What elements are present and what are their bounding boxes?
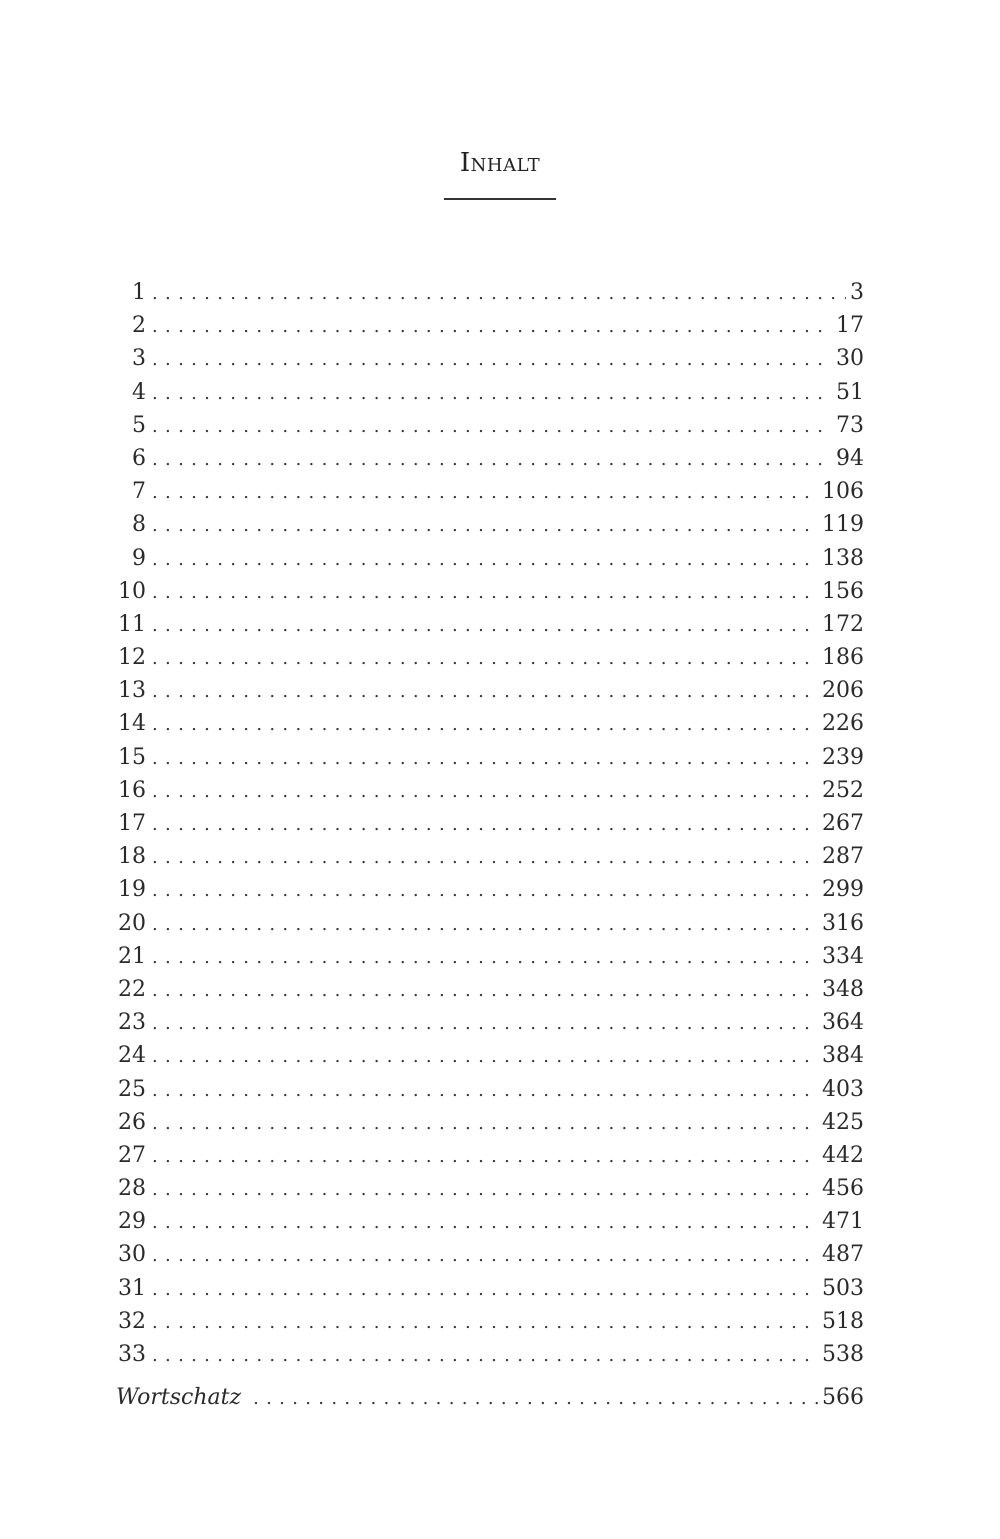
toc-dot-leader [152,310,832,343]
toc-entry [116,1172,864,1205]
toc-entry-page: 17 [836,313,864,339]
toc-entry-label: 9 [132,545,146,571]
toc-entry [116,674,864,707]
toc-entry-label: 22 [118,976,146,1002]
title-underline [444,198,556,200]
toc-entry-page: 487 [822,1242,864,1268]
toc-entry-label: 24 [118,1043,146,1069]
table-of-contents [116,276,864,1414]
toc-entry-page: 186 [822,645,864,671]
toc-dot-leader [152,1206,818,1239]
toc-entry-page: 403 [822,1076,864,1102]
toc-entry-label: 16 [118,777,146,803]
toc-entry-label: 18 [118,844,146,870]
toc-entry-label: 15 [118,744,146,770]
toc-entry [116,807,864,840]
toc-entry-page: 119 [822,512,864,538]
toc-dot-leader [152,1173,818,1206]
toc-dot-leader [152,1007,818,1040]
toc-entry-label: 12 [118,645,146,671]
toc-entry-label: 30 [118,1242,146,1268]
toc-entry [116,641,864,674]
toc-entry-label: 31 [118,1275,146,1301]
toc-entry [116,907,864,940]
toc-entry-page: 239 [822,744,864,770]
toc-entry [116,1238,864,1271]
toc-entry-page: 51 [836,379,864,405]
toc-entry-label: 1 [132,280,146,305]
toc-entry [116,508,864,541]
toc-entry-page: 425 [822,1109,864,1135]
toc-dot-leader [152,974,818,1007]
toc-entry-page: 156 [822,578,864,604]
toc-dot-leader [152,642,818,675]
toc-entry-label: 14 [118,711,146,737]
toc-entry-label: 2 [132,313,146,339]
toc-entry [116,1006,864,1039]
toc-entry-label: 23 [118,1010,146,1036]
toc-entry [116,1073,864,1106]
toc-entry-page: 442 [822,1142,864,1168]
toc-entry-page: 94 [836,445,864,471]
toc-entry [116,973,864,1006]
toc-entry [116,475,864,508]
toc-dot-leader [152,1273,818,1306]
toc-entry-label: 7 [132,479,146,505]
toc-dot-leader [152,1140,818,1173]
toc-entry [116,741,864,774]
toc-dot-leader [152,509,818,542]
toc-entry-page: 518 [822,1308,864,1334]
toc-dot-leader [152,443,832,476]
toc-dot-leader [152,576,818,609]
toc-entry [116,442,864,475]
toc-entry [116,940,864,973]
toc-entry-page: 471 [822,1209,864,1235]
toc-entry-page: 316 [822,910,864,936]
toc-dot-leader [152,1339,818,1372]
toc-entry [116,1338,864,1371]
toc-entry-label: 33 [118,1342,146,1367]
toc-entry [116,409,864,442]
toc-entry-label: 20 [118,910,146,936]
toc-entry-page: 106 [822,479,864,505]
toc-entry [116,309,864,342]
toc-entry [116,1039,864,1072]
toc-entry-page: 566 [822,1385,864,1411]
page-title: Inhalt [459,148,541,178]
toc-entry-label: 17 [118,811,146,836]
toc-entry-page: 3 [850,280,864,305]
toc-entry [116,873,864,906]
toc-entry-label: 25 [118,1076,146,1102]
toc-entry [116,774,864,807]
toc-entry-label: 5 [132,412,146,438]
toc-entry-page: 252 [822,777,864,803]
toc-entry [116,342,864,375]
toc-entry [116,1106,864,1139]
toc-entry-label: 10 [118,578,146,604]
toc-dot-leader [152,908,818,941]
toc-entry-label: 6 [132,445,146,471]
toc-dot-leader [152,543,818,576]
toc-entry-page: 73 [836,412,864,438]
toc-entry [116,1205,864,1238]
toc-entry-page: 287 [822,844,864,870]
toc-entry-page: 503 [822,1275,864,1301]
toc-dot-leader [152,377,832,410]
toc-entry [116,376,864,409]
toc-entry [116,608,864,641]
toc-entry-label: 13 [118,678,146,704]
toc-dot-leader [253,1382,818,1415]
toc-entry [116,276,864,309]
toc-entry-wortschatz [116,1381,864,1414]
toc-dot-leader [152,1040,818,1073]
toc-entry [116,542,864,575]
toc-entry-label: 27 [118,1142,146,1168]
toc-entry-page: 226 [822,711,864,737]
toc-entry [116,1139,864,1172]
toc-dot-leader [152,1107,818,1140]
toc-dot-leader [152,1306,818,1339]
toc-entry-page: 334 [822,943,864,969]
toc-entry-label: 4 [132,379,146,405]
toc-entry-page: 267 [822,811,864,836]
toc-dot-leader [152,941,818,974]
toc-dot-leader [152,476,818,509]
toc-dot-leader [152,1239,818,1272]
toc-entry-label: 11 [118,611,146,637]
toc-entry-label: 32 [118,1308,146,1334]
toc-dot-leader [152,277,846,310]
toc-dot-leader [152,708,818,741]
toc-entry-label: 28 [118,1176,146,1202]
toc-dot-leader [152,675,818,708]
toc-dot-leader [152,410,832,443]
toc-entry-page: 206 [822,678,864,704]
toc-dot-leader [152,1074,818,1107]
toc-dot-leader [152,775,818,808]
toc-dot-leader [152,874,818,907]
toc-entry [116,575,864,608]
toc-entry-label: 29 [118,1209,146,1235]
toc-dot-leader [152,742,818,775]
toc-entry-label: 26 [118,1109,146,1135]
toc-entry-label: 3 [132,346,146,372]
toc-entry-label: 8 [132,512,146,538]
toc-dot-leader [152,609,818,642]
toc-dot-leader [152,808,818,841]
toc-entry-label: 21 [118,943,146,969]
toc-entry [116,707,864,740]
toc-entry-label: Wortschatz [116,1385,242,1411]
toc-entry-page: 456 [822,1176,864,1202]
toc-entry [116,1272,864,1305]
toc-entry-page: 384 [822,1043,864,1069]
toc-entry-page: 299 [822,877,864,903]
toc-dot-leader [152,343,832,376]
toc-entry [116,1305,864,1338]
toc-dot-leader [152,841,818,874]
toc-entry-page: 138 [822,545,864,571]
toc-entry [116,840,864,873]
toc-entry-page: 348 [822,976,864,1002]
toc-entry-label: 19 [118,877,146,903]
toc-entry-page: 364 [822,1010,864,1036]
toc-entry-page: 172 [822,611,864,637]
toc-entry-page: 30 [836,346,864,372]
toc-entry-page: 538 [822,1342,864,1367]
